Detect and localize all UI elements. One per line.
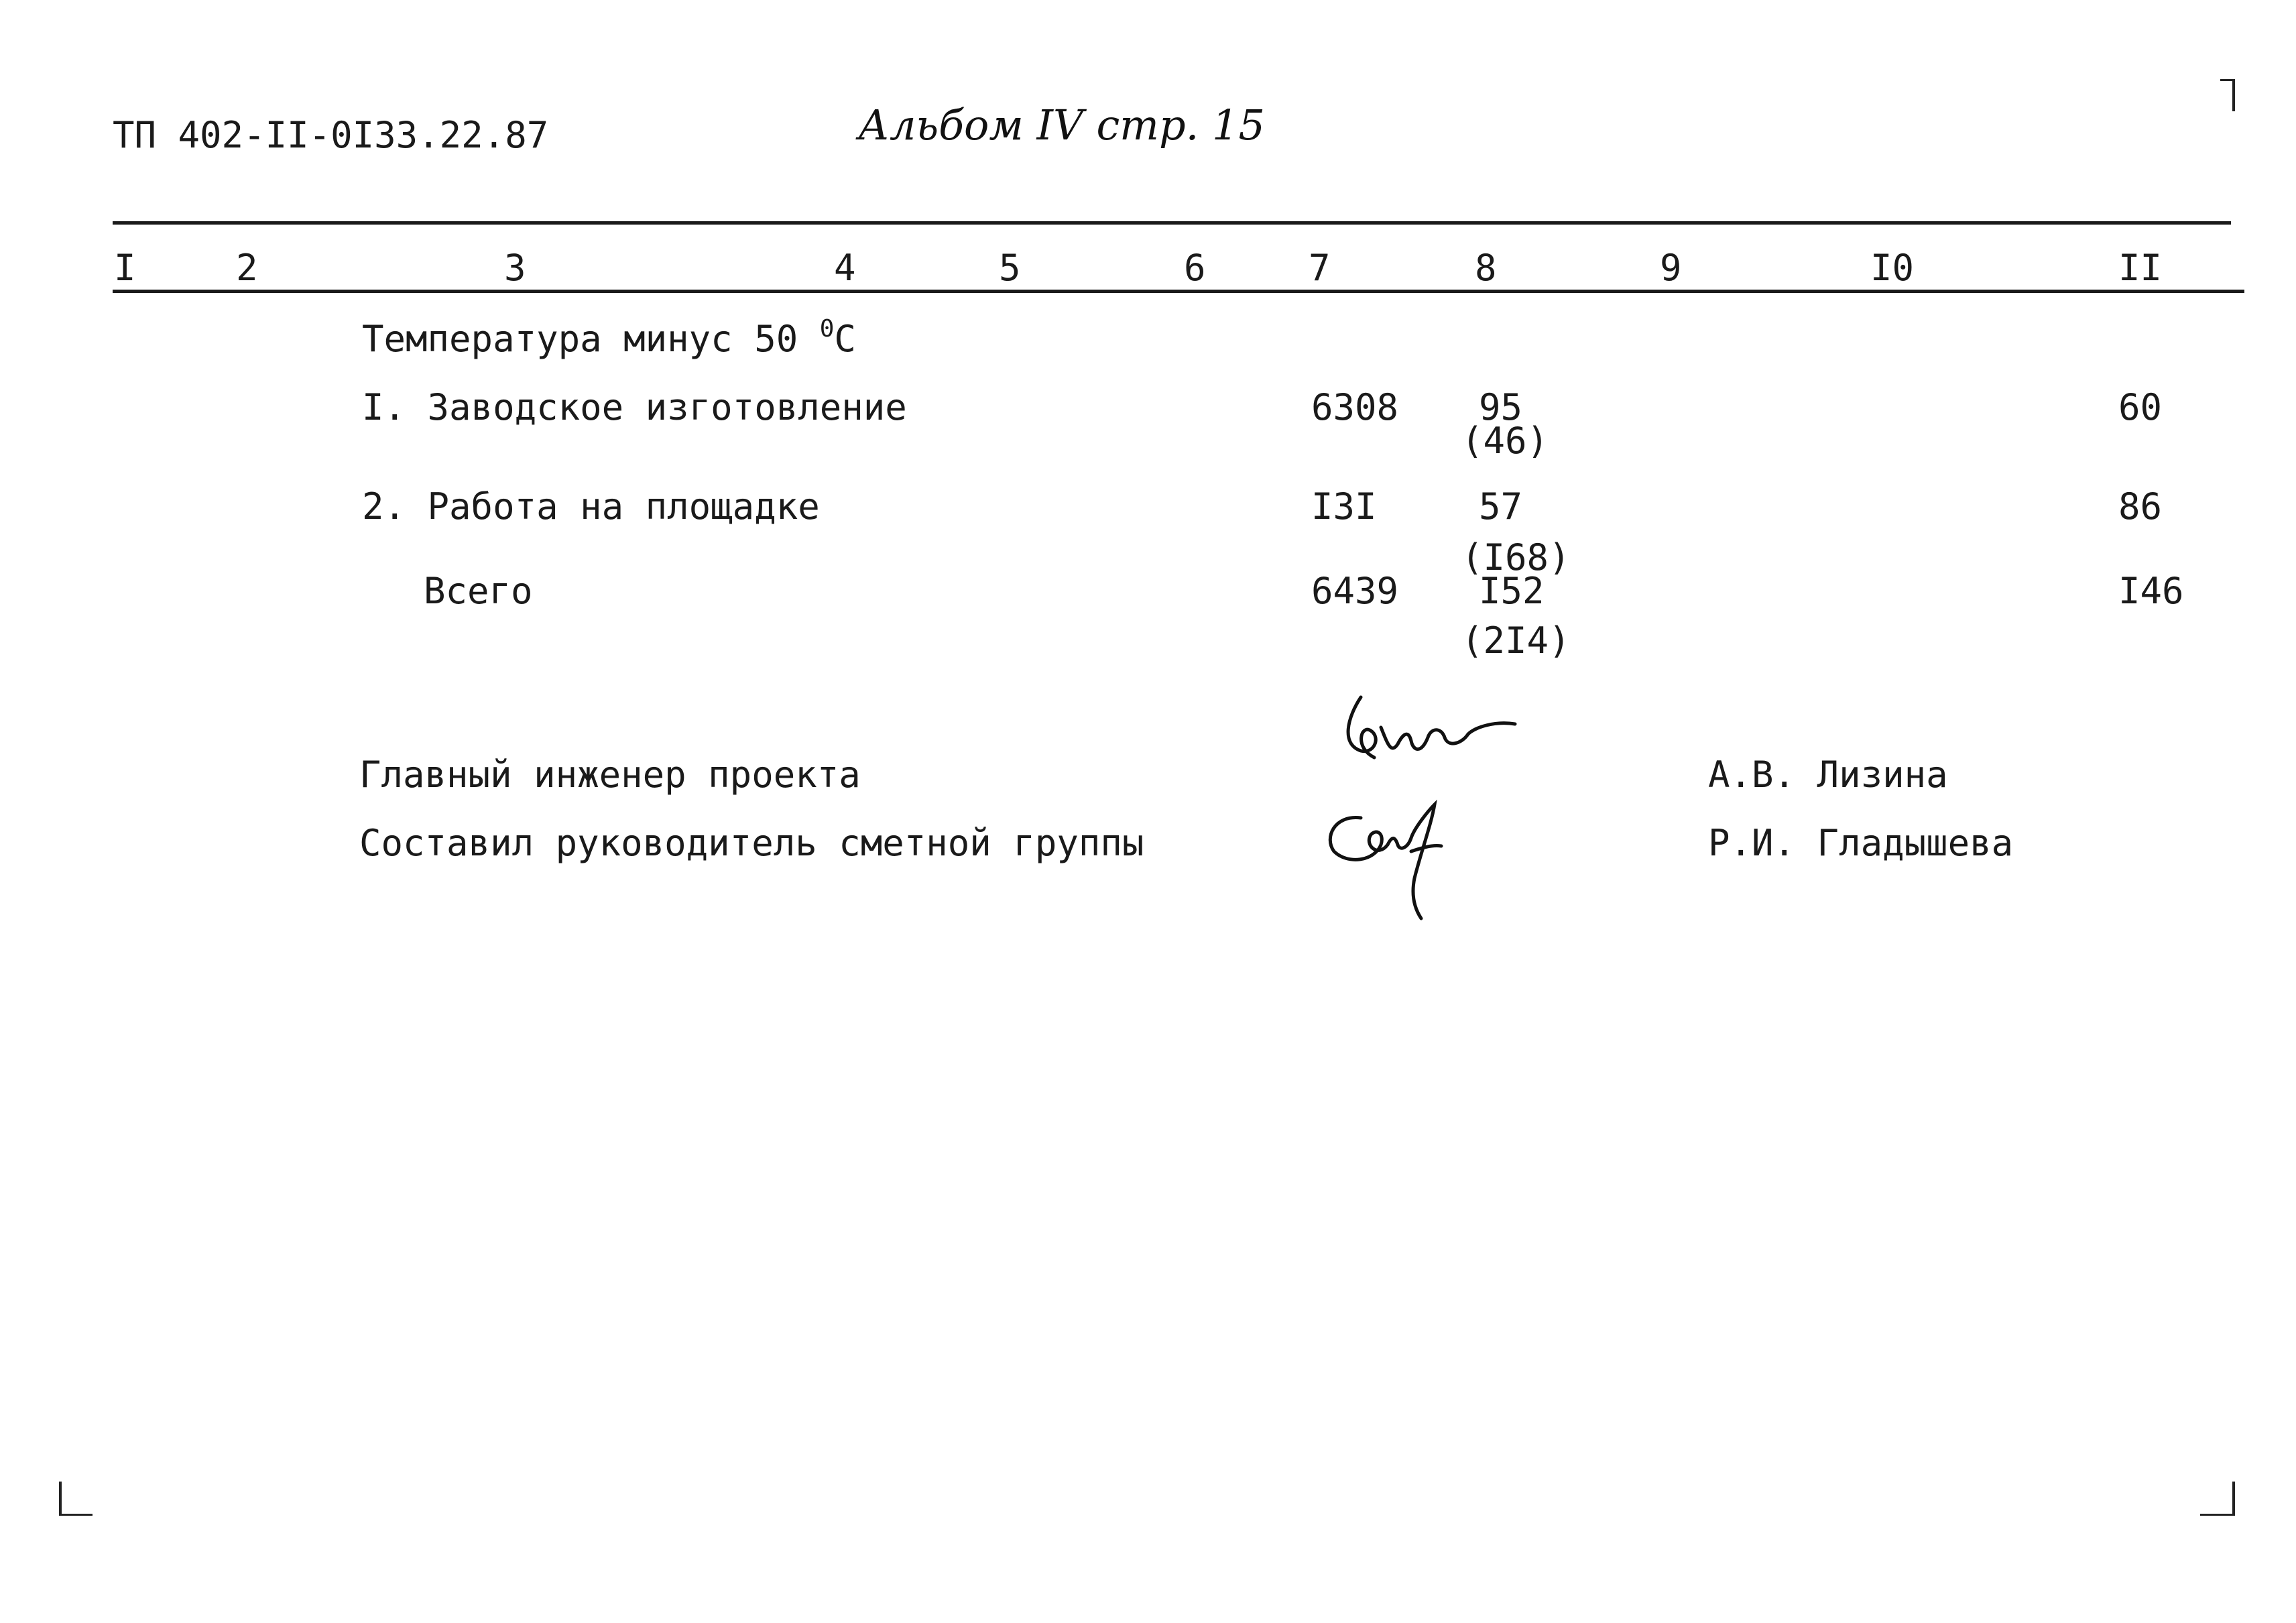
cell-col11: I46 — [2118, 570, 2184, 612]
cell-col8-sub: (2I4) — [1461, 619, 1571, 662]
cell-col7: I3I — [1311, 485, 1377, 528]
handwritten-signature — [1314, 798, 1475, 932]
row-label: Всего — [424, 570, 533, 612]
section-title — [362, 315, 856, 364]
column-number: I — [114, 247, 136, 289]
cell-col11: 60 — [2118, 386, 2163, 428]
handwritten-signature — [1334, 690, 1535, 791]
row-label: 2. Работа на площадке — [362, 485, 820, 528]
signatory-name: А.В. Лизина — [1708, 754, 1948, 796]
section-title-text: Температура минус 50 — [362, 318, 820, 360]
column-number: 5 — [999, 247, 1021, 289]
signature-role: Главный инженер проекта — [359, 754, 861, 796]
column-number: 2 — [236, 247, 258, 289]
column-number: 7 — [1309, 247, 1331, 289]
cell-col8: I52 — [1479, 570, 1545, 612]
signatory-name: Р.И. Гладышева — [1708, 822, 2014, 864]
cell-col8: 57 — [1479, 485, 1523, 528]
corner-mark-bottom-right — [2232, 1482, 2235, 1515]
signature-role: Составил руководитель сметной группы — [359, 822, 1144, 864]
cell-col8-sub: (46) — [1461, 420, 1549, 462]
column-number: 6 — [1184, 247, 1206, 289]
column-number: 9 — [1660, 247, 1682, 289]
handwritten-page-note: Альбом IV стр. 15 — [858, 101, 1265, 149]
corner-mark-bottom-right-tick — [2200, 1514, 2235, 1516]
cell-col8: 95 — [1479, 386, 1523, 428]
degree-superscript: 0 — [819, 315, 835, 343]
row-label: I. Заводское изготовление — [362, 386, 907, 428]
table-top-rule — [113, 221, 2231, 225]
corner-mark-bottom-left-tick — [59, 1514, 93, 1516]
cell-col11: 86 — [2118, 485, 2163, 528]
document-code: ТП 402-II-0I33.22.87 — [113, 114, 549, 156]
corner-mark-top-right — [2232, 79, 2235, 111]
column-number: II — [2118, 247, 2163, 289]
column-number: I0 — [1870, 247, 1915, 289]
column-number: 8 — [1475, 247, 1497, 289]
corner-mark-bottom-left — [59, 1482, 62, 1515]
table-header-bottom-rule — [113, 290, 2244, 293]
column-number: 4 — [834, 247, 856, 289]
cell-col7: 6439 — [1311, 570, 1399, 612]
cell-col7: 6308 — [1311, 386, 1399, 428]
cell-col8-sub: (I68) — [1461, 536, 1571, 579]
column-number: 3 — [504, 247, 526, 289]
section-title-unit: С — [834, 318, 856, 360]
corner-mark-top-right-tick — [2220, 79, 2235, 81]
